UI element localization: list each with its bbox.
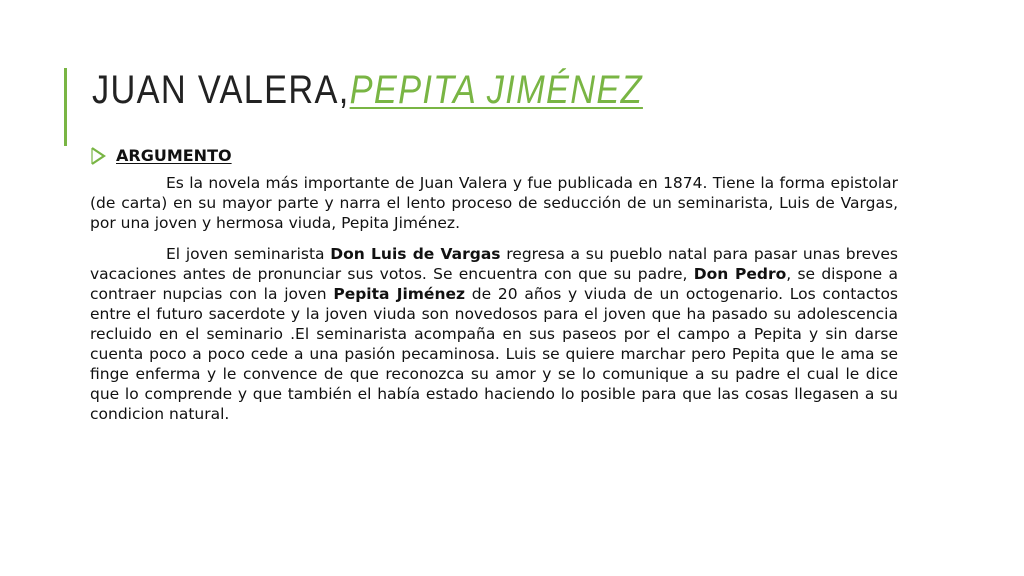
title-author: JUAN VALERA, [92,68,350,112]
paragraph-2-text-2: regresa a su pueblo natal para pasar unas breves vacaciones antes de pronunciar sus votos. Se encuentra con que su padre, [90,245,898,283]
title-work-link[interactable]: PEPITA JIMÉNEZ [349,68,643,112]
paragraph-2-text-3: , se dispone a contraer nupcias con la joven [90,265,898,303]
paragraph-2-text-4: de 20 años y viuda de un octogenario. Los contactos entre el futuro sacerdote y la joven viuda son novedosos para el joven que ha pasado su adolescencia recluido en el seminario .El seminarista acompaña en sus paseos por el campo a Pepita y sin darse cuenta poco a poco cede a una pasión pecaminosa. Luis se quiere marchar pero Pepita que le ama se finge enferma y le convence de que reconozca su amor y se lo comunique a su padre el cual le dice que lo comprende y que también el había estado haciendo lo posible para que las cosas llegasen a su condicion natural. [90,285,898,423]
paragraph-1: Es la novela más importante de Juan Valera y fue publicada en 1874. Tiene la forma epistolar (de carta) en su mayor parte y narra el lento proceso de seducción de un seminarista, Luis de Vargas, por una joven y hermosa viuda, Pepita Jiménez. [90,174,898,232]
character-luis-de-vargas: Don Luis de Vargas [330,245,501,263]
section-heading: ARGUMENTO [116,146,232,165]
character-don-pedro: Don Pedro [693,265,787,283]
title-accent-bar [64,68,67,146]
slide-content [90,146,898,435]
paragraph-2 [90,244,898,424]
section-heading-row [90,146,898,165]
character-pepita-jimenez: Pepita Jiménez [333,285,466,303]
paragraph-2-text-1: El joven seminarista [166,245,331,263]
arrow-bullet-icon [90,147,106,165]
slide-title [92,60,643,120]
